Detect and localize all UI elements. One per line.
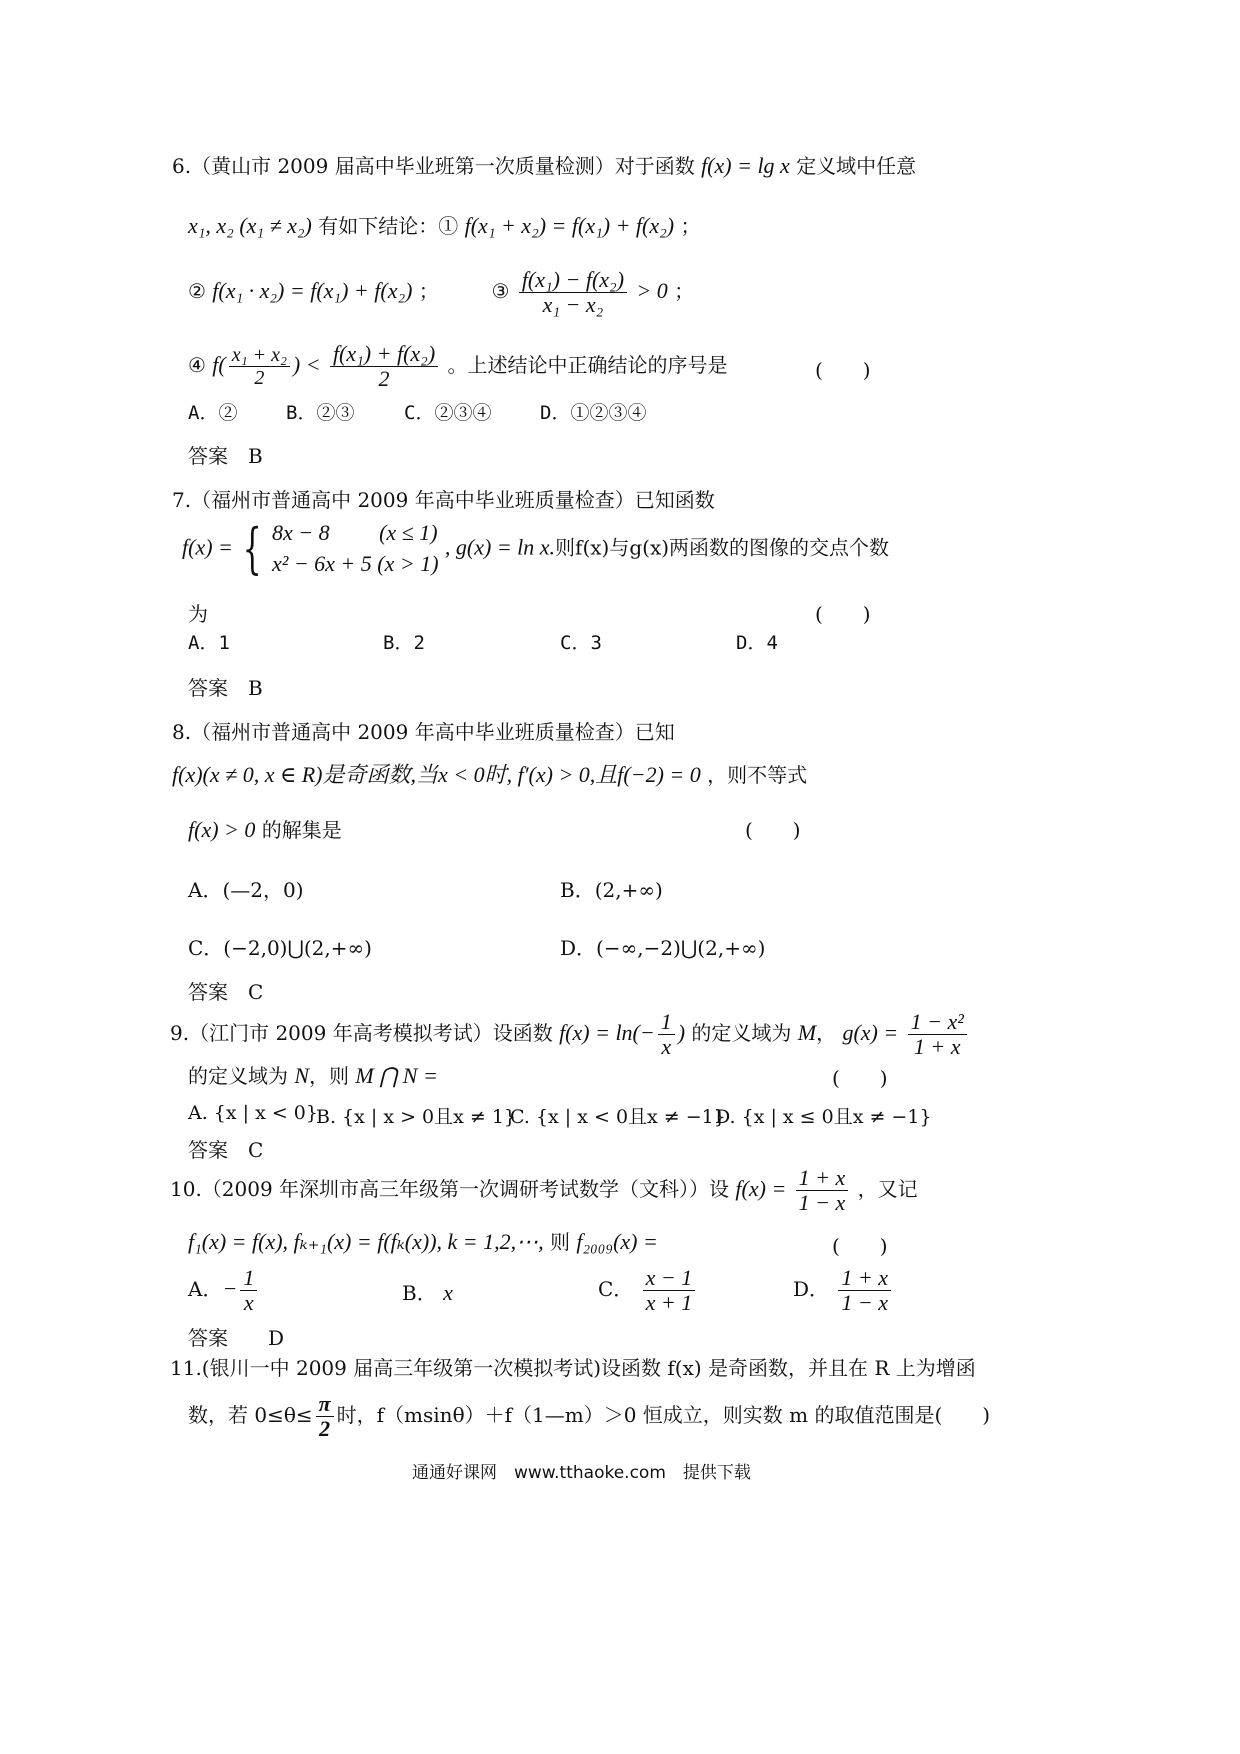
- q9-frac2-den: 1 + x: [913, 1034, 961, 1060]
- q10-line2: [188, 1226, 658, 1255]
- q10-option-d-frac: [838, 1266, 891, 1315]
- q6-c2-label: ②: [188, 279, 206, 304]
- q6-c3-denominator: x₁ − x₂: [542, 292, 604, 318]
- q6-line2-end: ；: [680, 214, 701, 238]
- q9-intersection: M ⋂ N =: [355, 1063, 438, 1088]
- q10-recurrence: f₁(x) = f(x), fₖ₊₁(x) = f(fₖ(x)), k = 1,2,⋯,: [188, 1229, 544, 1254]
- q8-line1: 8.（福州市普通高中 2009 年高中毕业班质量检查）已知: [172, 720, 675, 744]
- q11-frac-num: π: [316, 1392, 334, 1417]
- q10-option-c-den: x + 1: [645, 1290, 693, 1316]
- q10-fx: f(x) =: [735, 1176, 787, 1202]
- q10-option-a-sign: −: [222, 1276, 238, 1302]
- q9-option-d: D. {x | x ≤ 0且x ≠ −1}: [715, 1106, 932, 1128]
- q10-answer: 答案 D: [188, 1326, 285, 1350]
- q9-frac1-num: 1: [658, 1010, 675, 1035]
- q6-c4-den2: 2: [378, 366, 390, 392]
- q7-option-c: C．3: [560, 632, 602, 654]
- q11-line2: [188, 1392, 990, 1441]
- q10-frac: [796, 1166, 849, 1215]
- q10-f2009: f₂₀₀₉(x) =: [576, 1229, 658, 1254]
- q10-line1: [170, 1166, 918, 1215]
- q10-option-d-label: D．: [793, 1277, 830, 1302]
- q7-option-d: D．4: [736, 632, 778, 654]
- q10-option-b-value: x: [443, 1280, 453, 1305]
- q9-option-b: B. {x | x > 0且x ≠ 1}: [316, 1106, 517, 1128]
- q7-answer-paren: ( ): [815, 602, 871, 626]
- q7-case2: x² − 6x + 5 (x > 1): [271, 550, 439, 576]
- q10-option-c-num: x − 1: [643, 1266, 696, 1291]
- q8-option-a: A．(—2，0): [188, 878, 304, 902]
- q7-gx: , g(x) = ln x.: [444, 534, 556, 560]
- q6-c3-numerator: f(x₁) − f(x₂): [519, 268, 627, 293]
- q10-option-b-label: B．: [402, 1281, 437, 1305]
- q10-option-c-label: C．: [598, 1277, 634, 1302]
- q7-line2: [182, 518, 889, 580]
- q6-c4-label: ④: [188, 353, 206, 378]
- q6-line1: [172, 150, 916, 179]
- q9-answer: 答案 C: [188, 1138, 264, 1162]
- q6-c4-den1: 2: [254, 367, 265, 390]
- q10-option-d-den: 1 − x: [841, 1290, 889, 1316]
- q6-c3-tail: > 0: [636, 278, 668, 304]
- q6-c4-suffix: 。上述结论中正确结论的序号是: [447, 353, 728, 378]
- q6-option-c: C．②③④: [404, 402, 492, 424]
- q10-option-a: [188, 1266, 260, 1315]
- q9-line1: [170, 1010, 970, 1059]
- q8-answer: 答案 C: [188, 980, 264, 1004]
- q6-c3-fraction: [519, 268, 627, 317]
- q8-line3: [188, 814, 342, 843]
- q9-M: M: [797, 1020, 817, 1046]
- q9-frac1: [658, 1010, 675, 1059]
- q8-option-c: C．(−2,0)⋃(2,+∞): [188, 936, 372, 960]
- q10-option-d: [793, 1266, 894, 1315]
- q10-option-d-num: 1 + x: [838, 1266, 891, 1291]
- q9-fx-close: ): [677, 1020, 686, 1046]
- q8-answer-paren: ( ): [745, 818, 801, 842]
- q7-cases: [272, 518, 439, 580]
- q6-line1-math: f(x) = lg x: [701, 153, 790, 178]
- q6-option-b: B．②③: [286, 402, 355, 424]
- q8-inequality: f(x) > 0: [188, 817, 256, 842]
- q11-line2-end: 时，f（msinθ）＋f（1—m）＞0 恒成立，则实数 m 的取值范围是( ): [336, 1403, 991, 1428]
- q9-option-a: A. {x | x < 0}: [188, 1102, 318, 1124]
- q6-conclusion-2: f(x₁ · x₂) = f(x₁) + f(x₂): [212, 278, 413, 304]
- q9-then: ，则: [309, 1064, 350, 1088]
- q6-c4-mid: ) <: [292, 352, 321, 378]
- q7-line1: 7.（福州市普通高中 2009 年高中毕业班质量检查）已知函数: [172, 488, 715, 512]
- q6-line4: [188, 342, 728, 391]
- q11-frac: [316, 1392, 334, 1441]
- q6-c4-f: f(: [212, 352, 226, 378]
- q6-c4-num1: x₁ + x₂: [229, 344, 290, 367]
- q6-c4-frac2: [330, 342, 438, 391]
- q6-line2: [188, 210, 700, 239]
- q9-intro: 9.（江门市 2009 年高考模拟考试）设函数: [170, 1021, 553, 1046]
- q10-frac-den: 1 − x: [798, 1190, 846, 1216]
- q11-line1: 11.(银川一中 2009 届高三年级第一次模拟考试)设函数 f(x) 是奇函数，并且在 R 上为增函: [170, 1356, 976, 1380]
- q10-then: 则: [550, 1230, 571, 1254]
- q6-option-d: D．①②③④: [540, 402, 647, 424]
- q6-c4-num2: f(x₁) + f(x₂): [330, 342, 438, 367]
- q10-intro: 10.（2009 年深圳市高三年级第一次调研考试数学（文科））设: [170, 1177, 730, 1202]
- q9-option-c: C. {x | x < 0且x ≠ −1}: [510, 1106, 726, 1128]
- q7-brace: {: [242, 516, 262, 580]
- q6-vars: x₁, x₂ (x₁ ≠ x₂): [188, 213, 312, 238]
- q7-fx: f(x) =: [182, 534, 233, 560]
- q10-option-b: [402, 1277, 453, 1306]
- q10-line1-tail: ，又记: [857, 1177, 918, 1202]
- page-footer: 通通好课网 www.tthaoke.com 提供下载: [412, 1463, 751, 1483]
- q6-option-a: A．②: [188, 402, 238, 424]
- q7-question-text: 则f(x)与g(x)两函数的图像的交点个数: [555, 535, 890, 560]
- q10-option-a-label: A．: [188, 1277, 223, 1302]
- q7-option-b: B．2: [383, 632, 425, 654]
- q9-frac2-num: 1 − x²: [908, 1010, 967, 1035]
- q10-option-c: [598, 1266, 698, 1315]
- q9-fx: f(x) = ln(−: [559, 1020, 655, 1046]
- q11-frac-den: 2: [319, 1416, 331, 1442]
- q9-frac2: [908, 1010, 967, 1059]
- q9-comma: ，: [816, 1021, 837, 1046]
- q9-gx: g(x) =: [842, 1020, 899, 1046]
- q10-option-a-den: x: [243, 1290, 254, 1316]
- q10-option-a-num: 1: [240, 1266, 257, 1291]
- q6-c3-label: ③: [491, 279, 510, 304]
- q6-answer: 答案 B: [188, 444, 263, 468]
- q6-c2-end: ；: [418, 279, 439, 304]
- q8-option-d: D．(−∞,−2)⋃(2,+∞): [560, 936, 766, 960]
- q6-conclusion-intro: 有如下结论：①: [318, 214, 459, 238]
- q7-answer: 答案 B: [188, 676, 263, 700]
- q9-frac1-den: x: [661, 1034, 672, 1060]
- q9-domain-text: 的定义域为: [691, 1021, 792, 1046]
- q7-case1: 8x − 8 (x ≤ 1): [271, 520, 438, 545]
- q10-frac-num: 1 + x: [796, 1166, 849, 1191]
- q6-answer-paren: ( ): [815, 358, 871, 382]
- q6-line1-suffix: 定义域中任意: [796, 154, 917, 178]
- q6-line3: [188, 268, 694, 317]
- q6-c4-frac1: [229, 344, 290, 389]
- q8-condition: f(x)(x ≠ 0, x ∈ R)是奇函数,当x < 0时, f′(x) > 0,且f(−2) = 0: [172, 762, 701, 787]
- q6-line1-text: 6.（黄山市 2009 届高中毕业班第一次质量检测）对于函数: [172, 154, 695, 178]
- q10-option-a-frac: [240, 1266, 257, 1315]
- q7-option-a: A．1: [188, 632, 230, 654]
- q10-option-c-frac: [643, 1266, 696, 1315]
- q9-N: N: [294, 1063, 310, 1088]
- q8-option-b: B．(2,+∞): [560, 878, 663, 902]
- q11-line2-start: 数，若 0≤θ≤: [188, 1403, 313, 1428]
- q8-inequality-text: ，则不等式: [707, 763, 808, 787]
- q10-answer-paren: ( ): [832, 1234, 888, 1258]
- q6-conclusion-1: f(x₁ + x₂) = f(x₁) + f(x₂): [464, 213, 675, 238]
- q8-solution-text: 的解集是: [261, 818, 342, 842]
- q9-line2: [188, 1060, 438, 1089]
- q6-c3-end: ；: [674, 279, 695, 304]
- q9-domain-n-text: 的定义域为: [188, 1064, 288, 1088]
- q8-line2: [172, 758, 807, 789]
- q9-answer-paren: ( ): [832, 1066, 888, 1090]
- q7-line3: 为: [188, 602, 208, 626]
